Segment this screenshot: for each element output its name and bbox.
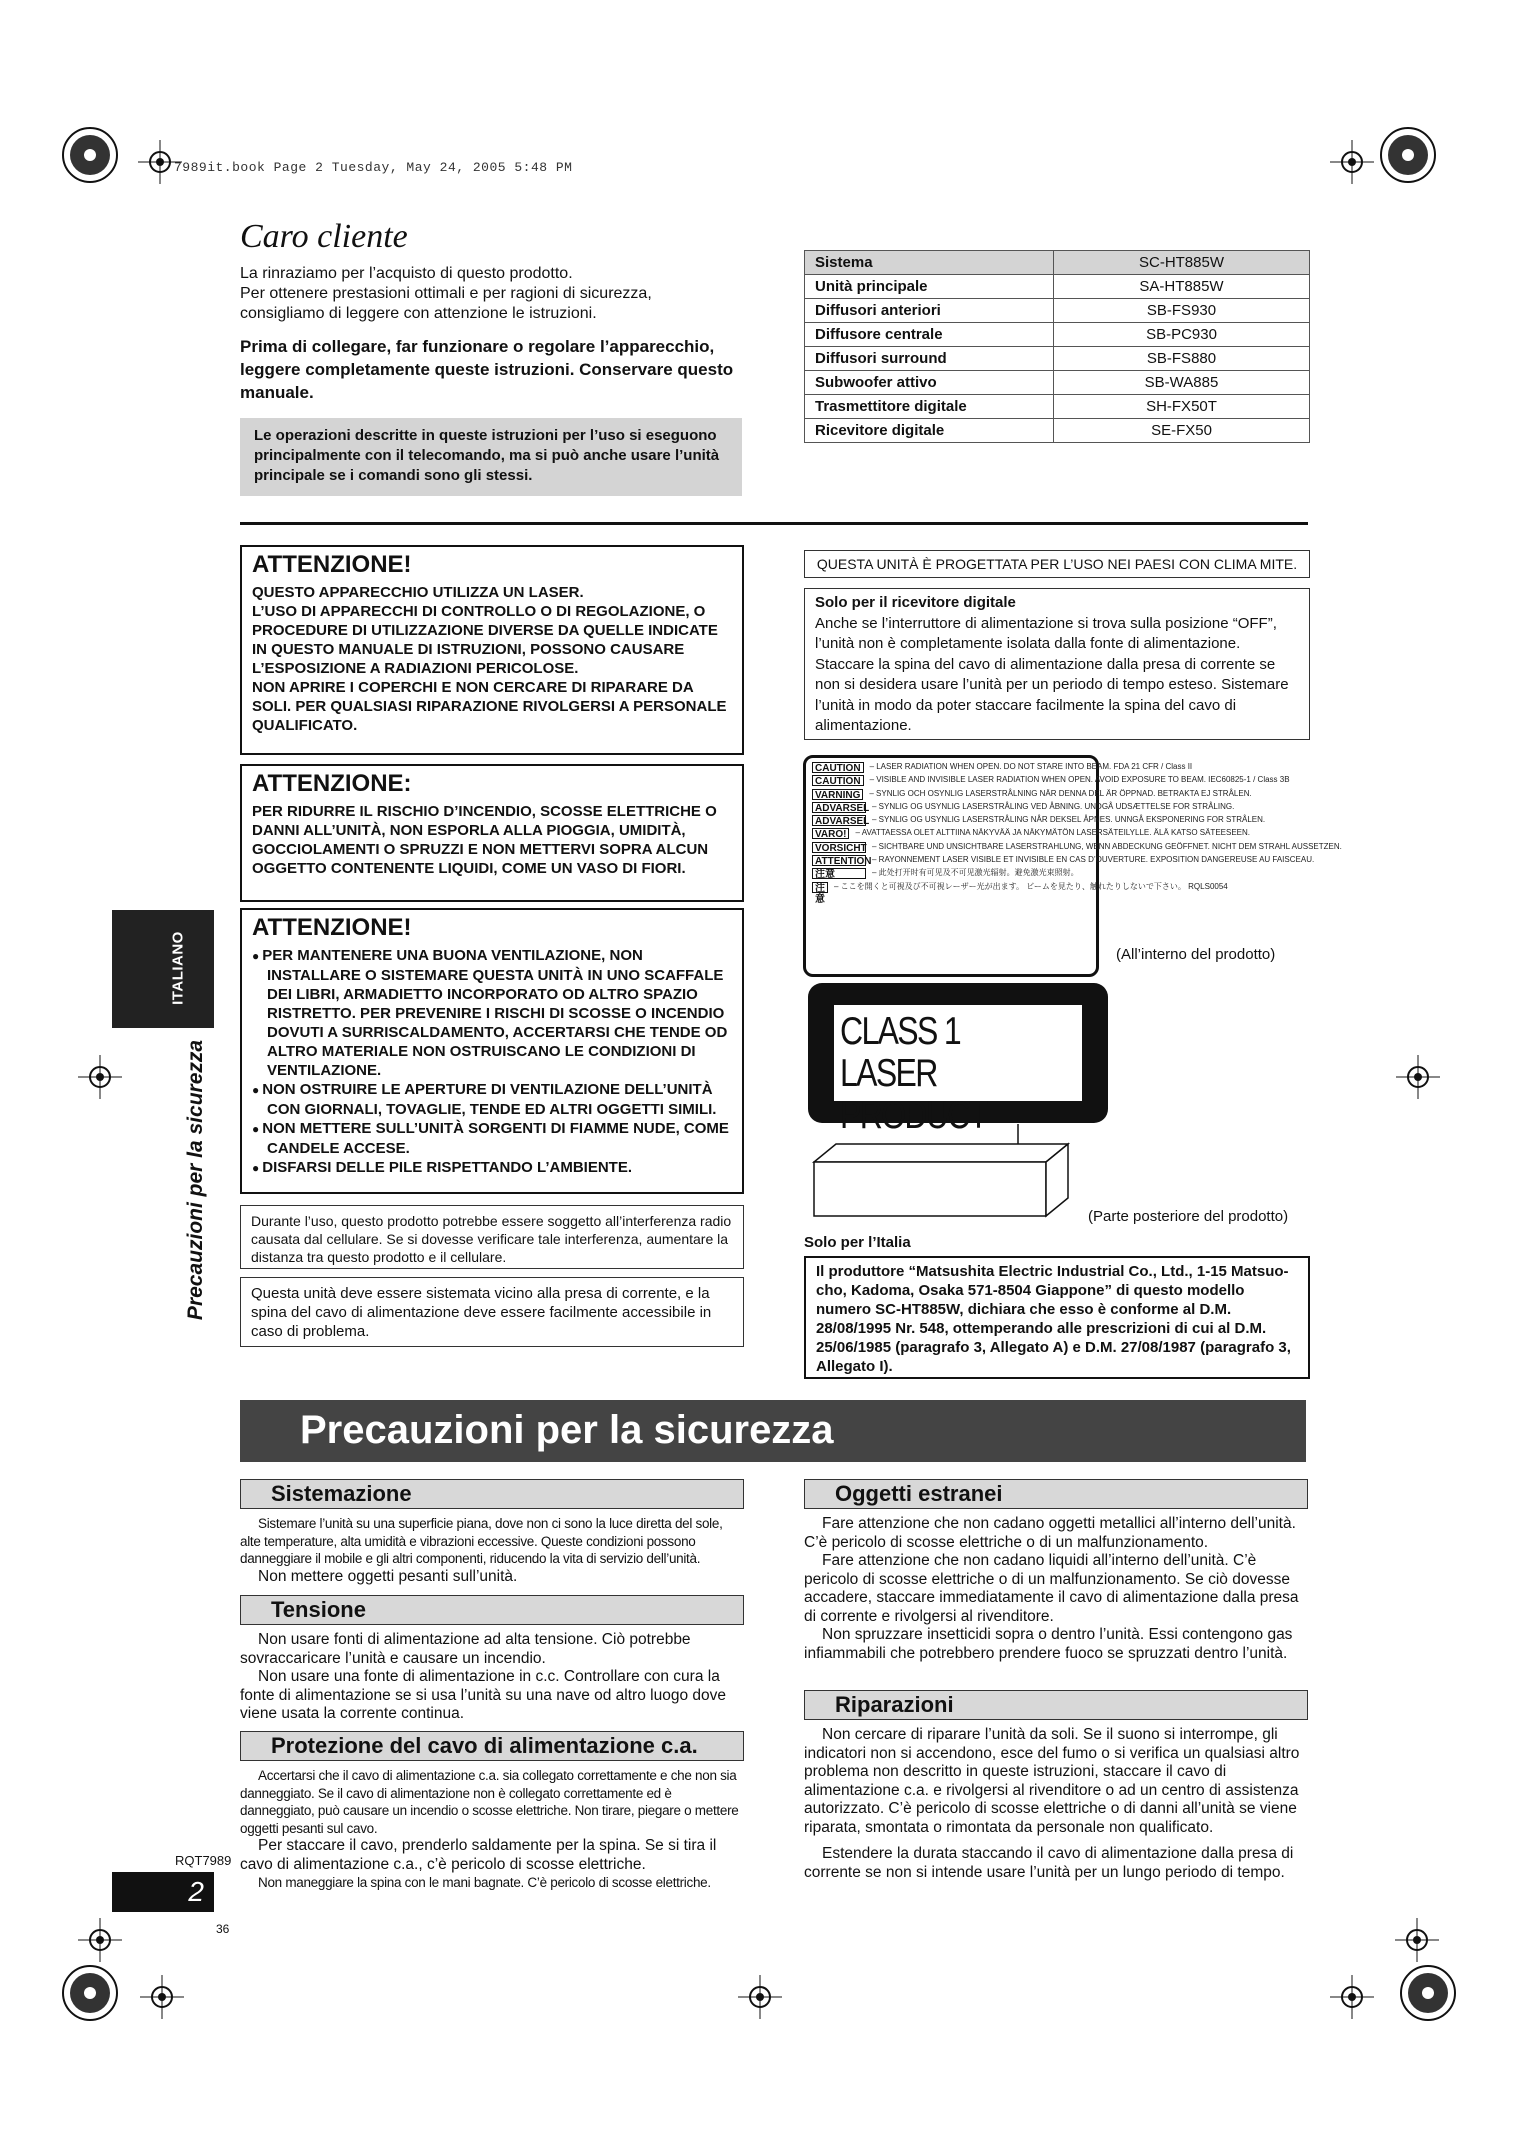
caution-row [812, 788, 1252, 801]
table-row [805, 419, 1310, 443]
model-label: Diffusori surround [805, 347, 1054, 371]
model-value: SC-HT885W [1054, 251, 1310, 275]
crosshair-mark [78, 1055, 122, 1099]
interference-note: Durante l’uso, questo prodotto potrebbe essere soggetto all’interferenza radio causata dal cellulare. Se si dovesse verificare tale interferenza, aumentare la distanza tra questo prodotto e il cellulare. [240, 1205, 744, 1269]
caution-row [812, 828, 1250, 841]
section-divider [240, 522, 1308, 525]
rqt-code: RQT7989 [175, 1853, 232, 1868]
heading-oggetti: Oggetti estranei [804, 1479, 1308, 1509]
text-tensione [240, 1631, 744, 1724]
manufacturer-declaration: Il produttore “Matsushita Electric Industrial Co., Ltd., 1-15 Matsuo-cho, Kadoma, Osaka 571-8504 Giappone” di questo modello numero SC-HT885W, dichiara che esso è conforme al D.M. 28/08/1995 Nr. 548, ottemperando alle prescrizioni di cui al D.M. 25/06/1985 (paragrafo 3, Allegato A) e D.M. 27/08/1987 (paragrafo 3, Allegato I). [804, 1256, 1310, 1379]
list-item: ● DISFARSI DELLE PILE RISPETTANDO L’AMBIENTE. [252, 1158, 732, 1178]
attention-title: ATTENZIONE! [252, 551, 412, 578]
rear-caption: (Parte posteriore del prodotto) [1088, 1208, 1289, 1225]
caution-text: – VISIBLE AND INVISIBLE LASER RADIATION WHEN OPEN. AVOID EXPOSURE TO BEAM. IEC60825-1 / Class 3B [869, 775, 1290, 785]
attention-title: ATTENZIONE! [252, 914, 412, 941]
model-label: Diffusore centrale [805, 323, 1054, 347]
model-value: SA-HT885W [1054, 275, 1310, 299]
paragraph: Fare attenzione che non cadano liquidi all’interno dell’unità. C’è pericolo di scosse elettriche o di un malfunzionamento. Se ciò dovesse accadere, staccare immediatamente il cavo di alimentazione dalla presa di corrente e rivolgersi al rivenditore. [804, 1552, 1299, 1625]
crosshair-mark [140, 1975, 184, 2019]
registration-mark [60, 125, 120, 185]
clima-note: QUESTA UNITÀ È PROGETTATA PER L’USO NEI PAESI CON CLIMA MITE. [804, 550, 1310, 578]
caution-row [812, 801, 1235, 814]
attention-title: ATTENZIONE: [252, 770, 412, 797]
paragraph: Non spruzzare insetticidi sopra o dentro l’unità. Essi contengono gas infiammabili che potrebbero prendere fuoco se spruzzati dentro l’unità. [804, 1626, 1293, 1662]
model-value: SB-FS880 [1054, 347, 1310, 371]
heading-tensione: Tensione [240, 1595, 744, 1625]
page-number-box [112, 1872, 214, 1912]
model-value: SB-WA885 [1054, 371, 1310, 395]
crosshair-mark [738, 1975, 782, 2019]
section-banner [240, 1400, 1306, 1462]
model-value: SB-FS930 [1054, 299, 1310, 323]
text-sistemazione [240, 1515, 744, 1586]
paragraph: Non cercare di riparare l’unità da soli. Se il suono si interrompe, gli indicatori non si accendono, esce del fumo o si verifica un qualsiasi altro problema non descritto in queste istruzioni, staccare il cavo di alimentazione c.a. e rivolgersi al rivenditore o ad un centro di assistenza autorizzato. C’è pericolo di scosse elettriche o di danni all’unità se viene riparata, smontata o rimontata da personale non qualificato. [804, 1726, 1300, 1836]
paragraph: Estendere la durata staccando il cavo di alimentazione dalla presa di corrente se non si intende usare l’unità per un lungo periodo di tempo. [804, 1845, 1294, 1881]
side-section-title: Precauzioni per la sicurezza [184, 1039, 207, 1321]
product-illustration [800, 1120, 1080, 1235]
model-label: Unità principale [805, 275, 1054, 299]
caution-text: – RAYONNEMENT LASER VISIBLE ET INVISIBLE EN CAS D’OUVERTURE. EXPOSITION DANGEREUSE AU FAISCEAU. [872, 855, 1315, 865]
book-header: 7989it.book Page 2 Tuesday, May 24, 2005 5:48 PM [174, 160, 573, 175]
paragraph: Non usare fonti di alimentazione ad alta tensione. Ciò potrebbe sovraccaricare l’unità e causare un incendio. [240, 1631, 691, 1667]
language-tab [112, 910, 214, 1028]
caution-row [812, 775, 1290, 788]
banner-title: Precauzioni per la sicurezza [300, 1408, 834, 1452]
text-riparazioni [804, 1726, 1308, 1882]
solo-italia-label: Solo per l’Italia [804, 1234, 911, 1251]
caution-text: – SYNLIG OG USYNLIG LASERSTRÅLING NÅR DEKSEL ÅPNES. UNNGÅ EKSPONERING FOR STRÅLEN. [872, 815, 1266, 825]
caution-row [812, 868, 1090, 879]
caution-key: VARNING [812, 789, 863, 800]
registration-mark [60, 1963, 120, 2023]
caution-row [812, 815, 1266, 828]
attention-laser-box [240, 545, 744, 755]
socket-note: Questa unità deve essere sistemata vicino alla presa di corrente, e la spina del cavo di alimentazione deve essere facilmente accessibile in caso di problema. [240, 1277, 744, 1347]
caro-bold-note: Prima di collegare, far funzionare o regolare l’apparecchio, leggere completamente queste istruzioni. Conservare questo manuale. [240, 337, 734, 402]
crosshair-mark [1395, 1918, 1439, 1962]
model-table [804, 250, 1310, 443]
table-row [805, 299, 1310, 323]
caution-row [812, 855, 1315, 868]
receiver-note-title: Solo per il ricevitore digitale [815, 594, 1016, 611]
paragraph: Non mettere oggetti pesanti sull’unità. [258, 1567, 518, 1585]
caution-key: 注意 [812, 868, 866, 879]
attention-text: PER RIDURRE IL RISCHIO D’INCENDIO, SCOSSE ELETTRICHE O DANNI ALL’UNITÀ, NON ESPORLA ALLA PIOGGIA, UMIDITÀ, GOCCIOLAMENTI O SPRUZZI E NON METTERVI SOPRA ALCUN OGGETTO CONTENENTE LIQUIDI, COME UN VASO DI FIORI. [252, 803, 717, 877]
caro-cliente-title: Caro cliente [240, 218, 408, 255]
caution-key: VARO! [812, 828, 849, 839]
caution-key: ATTENTION [812, 855, 866, 866]
paragraph: Non maneggiare la spina con le mani bagnate. C’è pericolo di scosse elettriche. [258, 1875, 711, 1890]
model-value: SE-FX50 [1054, 419, 1310, 443]
class1-laser-plate [808, 983, 1108, 1137]
table-row [805, 395, 1310, 419]
table-row [805, 371, 1310, 395]
paragraph: Accertarsi che il cavo di alimentazione c.a. sia collegato correttamente e che non sia danneggiato. Se il cavo di alimentazione non è collegato correttamente ed è danneggiato, può causare un incendio o scosse elettriche. Non tirare, piegare o mettere oggetti pesanti sul cavo. [240, 1768, 739, 1836]
text-protezione [240, 1767, 744, 1892]
paragraph: Sistemare l’unità su una superficie piana, dove non ci sono la luce diretta del sole, alte temperature, alta umidità e vibrazioni eccessive. Queste condizioni possono danneggiare il mobile e gli altri componenti, riducendo la vita di servizio dell’unità. [240, 1516, 723, 1566]
paragraph: Per staccare il cavo, prenderlo saldamente per la spina. Se si tira il cavo di alimentazione c.a., c’è pericolo di scosse elettriche. [240, 1837, 717, 1873]
caution-key: ADVARSEL [812, 802, 866, 813]
list-item: ● NON METTERE SULL’UNITÀ SORGENTI DI FIAMME NUDE, COME CANDELE ACCESE. [252, 1119, 732, 1158]
table-row [805, 251, 1310, 275]
caution-key: ADVARSEL [812, 815, 866, 826]
table-row [805, 323, 1310, 347]
table-row [805, 275, 1310, 299]
paragraph: Non usare una fonte di alimentazione in c.c. Controllare con cura la fonte di alimentazione se si usa l’unità su una nave od altro luogo dove viene usata la corrente continua. [240, 1668, 726, 1722]
model-label: Subwoofer attivo [805, 371, 1054, 395]
model-value: SB-PC930 [1054, 323, 1310, 347]
page-number: 2 [188, 1876, 204, 1907]
crosshair-mark [78, 1918, 122, 1962]
crosshair-mark [1396, 1055, 1440, 1099]
caution-text: – SYNLIG OG USYNLIG LASERSTRÅLING VED ÅBNING. UNDGÅ UDSÆTTELSE FOR STRÅLING. [872, 801, 1235, 811]
caution-row [812, 762, 1193, 774]
caution-row [812, 881, 1228, 905]
caution-text: – 此处打开时有可见及不可见激光辐射。避免激光束照射。 [872, 868, 1079, 878]
caution-key: CAUTION [812, 762, 864, 773]
list-item: ● PER MANTENERE UNA BUONA VENTILAZIONE, NON INSTALLARE O SISTEMARE QUESTA UNITÀ IN UNO SCAFFALE DEI LIBRI, ARMADIETTO INCORPORATO OD ALTRO SPAZIO RISTRETTO. PER PREVENIRE I RISCHI DI SCOSSE O INCENDIO DOVUTI A SURRISCALDAMENTO, ACCERTARSI CHE TENDE OD ALTRO MATERIALE NON OSTRUISCANO LE CONDIZIONI DI VENTILAZIONE. [252, 946, 732, 1080]
list-item: ● NON OSTRUIRE LE APERTURE DI VENTILAZIONE DELL’UNITÀ CON GIORNALI, TOVAGLIE, TENDE ED ALTRI OGGETTI SIMILI. [252, 1080, 732, 1119]
caution-text: – SYNLIG OCH OSYNLIG LASERSTRÅLNING NÄR DENNA DEL ÄR ÖPPNAD. BETRAKTA EJ STRÅLEN. [869, 788, 1252, 798]
model-label: Diffusori anteriori [805, 299, 1054, 323]
caution-key: VORSICHT [812, 842, 866, 853]
heading-sistemazione: Sistemazione [240, 1479, 744, 1509]
paragraph: Fare attenzione che non cadano oggetti metallici all’interno dell’unità. C’è pericolo di scosse elettriche o di un malfunzionamento. [804, 1515, 1296, 1551]
heading-riparazioni: Riparazioni [804, 1690, 1308, 1720]
caution-row [812, 841, 1342, 854]
sheet-number: 36 [216, 1922, 230, 1936]
registration-mark [1378, 125, 1438, 185]
caution-text: – SICHTBARE UND UNSICHTBARE LASERSTRAHLUNG, WENN ABDECKUNG GEÖFFNET. NICHT DEM STRAHL AUSSETZEN. [872, 841, 1342, 851]
model-value: SH-FX50T [1054, 395, 1310, 419]
caution-key: 注意 [812, 882, 828, 893]
class1-line: CLASS 1 [840, 1010, 961, 1053]
inside-caption: (All’interno del prodotto) [1116, 946, 1276, 963]
model-label: Ricevitore digitale [805, 419, 1054, 443]
text-oggetti [804, 1515, 1308, 1663]
caro-intro: La rinraziamo per l’acquisto di questo prodotto. Per ottenere prestasioni ottimali e per ragioni di sicurezza, consigliamo di leggere con attenzione le istruzioni. [240, 265, 652, 322]
caution-text: – AVATTAESSA OLET ALTTIINA NÄKYVÄÄ JA NÄKYMÄTÖN LASERSÄTEILYLLE. ÄLÄ KATSO SÄTEESEEN. [855, 828, 1250, 838]
attention-ventilation-box [240, 908, 744, 1194]
caution-text: – ここを開くと可視及び不可視レーザー光が出ます。 ビームを見たり、触れたりしないで下さい。 RQLS0054 [834, 881, 1228, 891]
model-label: Sistema [805, 251, 1054, 275]
receiver-note [804, 588, 1310, 740]
language-tab-label: ITALIANO [169, 931, 187, 1005]
crosshair-mark [1330, 1975, 1374, 2019]
model-label: Trasmettitore digitale [805, 395, 1054, 419]
heading-protezione: Protezione del cavo di alimentazione c.a. [240, 1731, 744, 1761]
class1-line: LASER PRODUCT [840, 1052, 987, 1137]
remote-note: Le operazioni descritte in queste istruzioni per l’uso si eseguono principalmente con il telecomando, ma si può anche usare l’unità principale se i comandi sono gli stessi. [240, 418, 742, 496]
table-row [805, 347, 1310, 371]
caution-text: – LASER RADIATION WHEN OPEN. DO NOT STARE INTO BEAM. FDA 21 CFR / Class II [869, 762, 1193, 771]
registration-mark [1398, 1963, 1458, 2023]
attention-fire-box [240, 764, 744, 902]
receiver-note-text: Anche se l’interruttore di alimentazione si trova sulla posizione “OFF”, l’unità non è completamente isolata dalla fonte di alimentazione. Staccare la spina del cavo di alimentazione dalla presa di corrente se non si desidera usare l’unità per un periodo di tempo esteso. Sistemare l’unità in modo da poter staccare facilmente la spina del cavo di alimentazione. [815, 614, 1289, 734]
attention-text: QUESTO APPARECCHIO UTILIZZA UN LASER. L’USO DI APPARECCHI DI CONTROLLO O DI REGOLAZIONE, O PROCEDURE DI UTILIZZAZIONE DIVERSE DA QUELLE INDICATE IN QUESTO MANUALE DI ISTRUZIONI, POSSONO CAUSARE L’ESPOSIZIONE A RADIAZIONI PERICOLOSE. NON APRIRE I COPERCHI E NON CERCARE DI RIPARARE DA SOLI. PER QUALSIASI RIPARAZIONE RIVOLGERSI A PERSONALE QUALIFICATO. [252, 584, 727, 734]
crosshair-mark [1330, 140, 1374, 184]
caution-key: CAUTION [812, 775, 864, 786]
